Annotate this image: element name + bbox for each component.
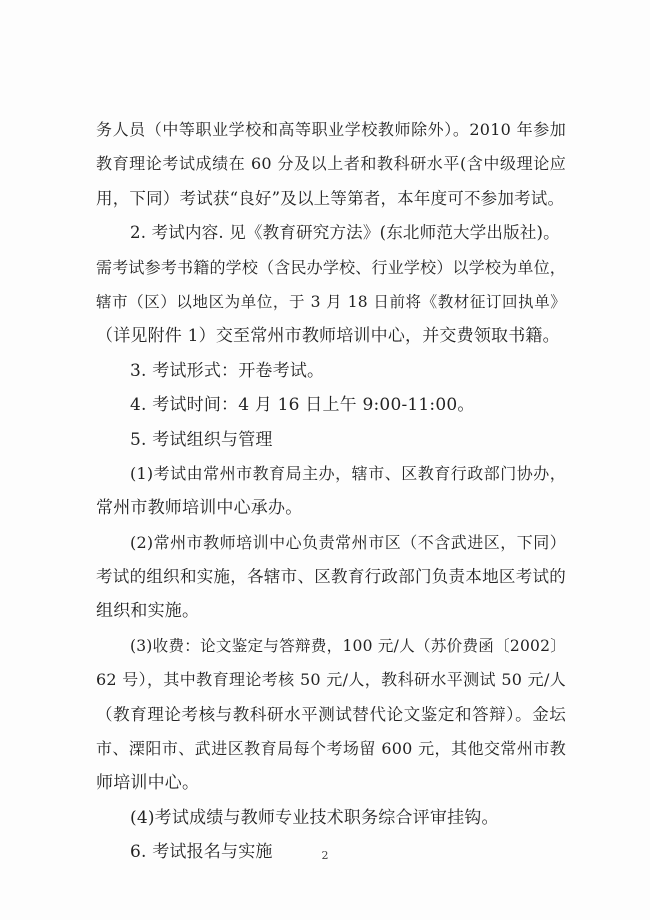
text-line: 62 号），其中教育理论考核 50 元/人，教科研水平测试 50 元/人 bbox=[96, 670, 566, 690]
text-line: 市、溧阳市、武进区教育局每个考场留 600 元，其他交常州市教 bbox=[96, 739, 566, 759]
text-line: 教育理论考试成绩在 60 分及以上者和教科研水平(含中级理论应 bbox=[96, 154, 566, 174]
text-line: 师培训中心。 bbox=[96, 773, 200, 794]
text-line: 需考试参考书籍的学校（含民办学校、行业学校）以学校为单位， bbox=[96, 257, 566, 277]
text-line: 6. 考试报名与实施 bbox=[130, 842, 273, 863]
text-line: （详见附件 1）交至常州市教师培训中心，并交费领取书籍。 bbox=[96, 326, 560, 347]
text-line: 考试的组织和实施，各辖市、区教育行政部门负责本地区考试的 bbox=[96, 567, 566, 587]
text-line: (1)考试由常州市教育局主办，辖市、区教育行政部门协办， bbox=[130, 463, 566, 483]
body-text bbox=[96, 113, 566, 870]
text-line: 常州市教师培训中心承办。 bbox=[96, 498, 303, 519]
text-line: 3. 考试形式：开卷考试。 bbox=[130, 360, 325, 381]
text-line: 2. 考试内容. 见《教育研究方法》(东北师范大学出版社)。 bbox=[130, 223, 560, 243]
text-line: (4)考试成绩与教师专业技术职务综合评审挂钩。 bbox=[130, 807, 499, 828]
text-line: （教育理论考核与教科研水平测试替代论文鉴定和答辩）。金坛 bbox=[96, 704, 566, 724]
text-line: (3)收费：论文鉴定与答辩费，100 元/人（苏价费函〔2002〕 bbox=[130, 636, 566, 655]
text-line: 用，下同）考试获“良好”及以上等第者，本年度可不参加考试。 bbox=[96, 188, 565, 208]
text-line: (2)常州市教师培训中心负责常州市区（不含武进区，下同） bbox=[130, 532, 566, 552]
text-line: 务人员（中等职业学校和高等职业学校教师除外）。2010 年参加 bbox=[96, 120, 566, 139]
text-line: 5. 考试组织与管理 bbox=[130, 429, 273, 450]
text-line: 辖市（区）以地区为单位，于 3 月 18 日前将《教材征订回执单》 bbox=[96, 292, 566, 311]
page-number: 2 bbox=[321, 849, 329, 862]
text-line: 组织和实施。 bbox=[96, 601, 200, 622]
text-line: 4. 考试时间：4 月 16 日上午 9:00-11:00。 bbox=[130, 395, 475, 416]
